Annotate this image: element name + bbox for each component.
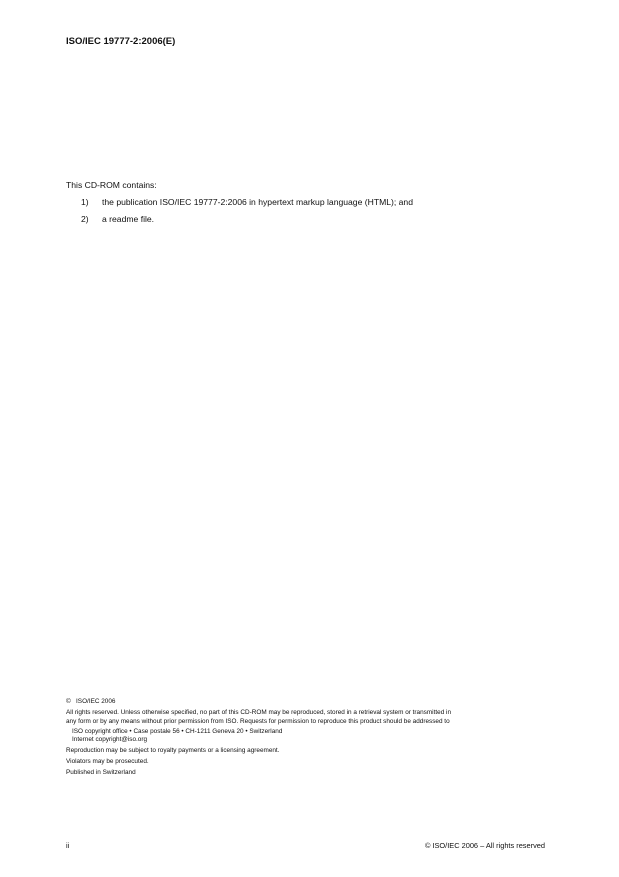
rights-text-1: All rights reserved. Unless otherwise specified, no part of this CD-ROM may be reproduced, stored in a retrieval system or transmitted in bbox=[66, 709, 452, 716]
copyright-office-address: ISO copyright office • Case postale 56 • CH-1211 Geneva 20 • Switzerland bbox=[72, 728, 283, 735]
violators-notice: Violators may be prosecuted. bbox=[66, 758, 149, 765]
rights-text-2: any form or by any means without prior permission from ISO. Requests for permission to reproduce this product should be addressed to bbox=[66, 718, 450, 725]
list-item-text: a readme file. bbox=[102, 214, 155, 224]
copyright-line: © ISO/IEC 2006 bbox=[66, 698, 116, 705]
list-item-number: 1) bbox=[81, 197, 89, 207]
list-item-number: 2) bbox=[81, 214, 89, 224]
intro-text: This CD-ROM contains: bbox=[66, 180, 157, 190]
published-location: Published in Switzerland bbox=[66, 769, 136, 776]
document-id-header: ISO/IEC 19777-2:2006(E) bbox=[66, 36, 176, 47]
page-number: ii bbox=[66, 841, 70, 850]
reproduction-notice: Reproduction may be subject to royalty payments or a licensing agreement. bbox=[66, 747, 280, 754]
internet-contact: Internet copyright@iso.org bbox=[72, 736, 148, 743]
footer-copyright: © ISO/IEC 2006 – All rights reserved bbox=[424, 841, 545, 850]
list-item-text: the publication ISO/IEC 19777-2:2006 in hypertext markup language (HTML); and bbox=[102, 197, 413, 207]
